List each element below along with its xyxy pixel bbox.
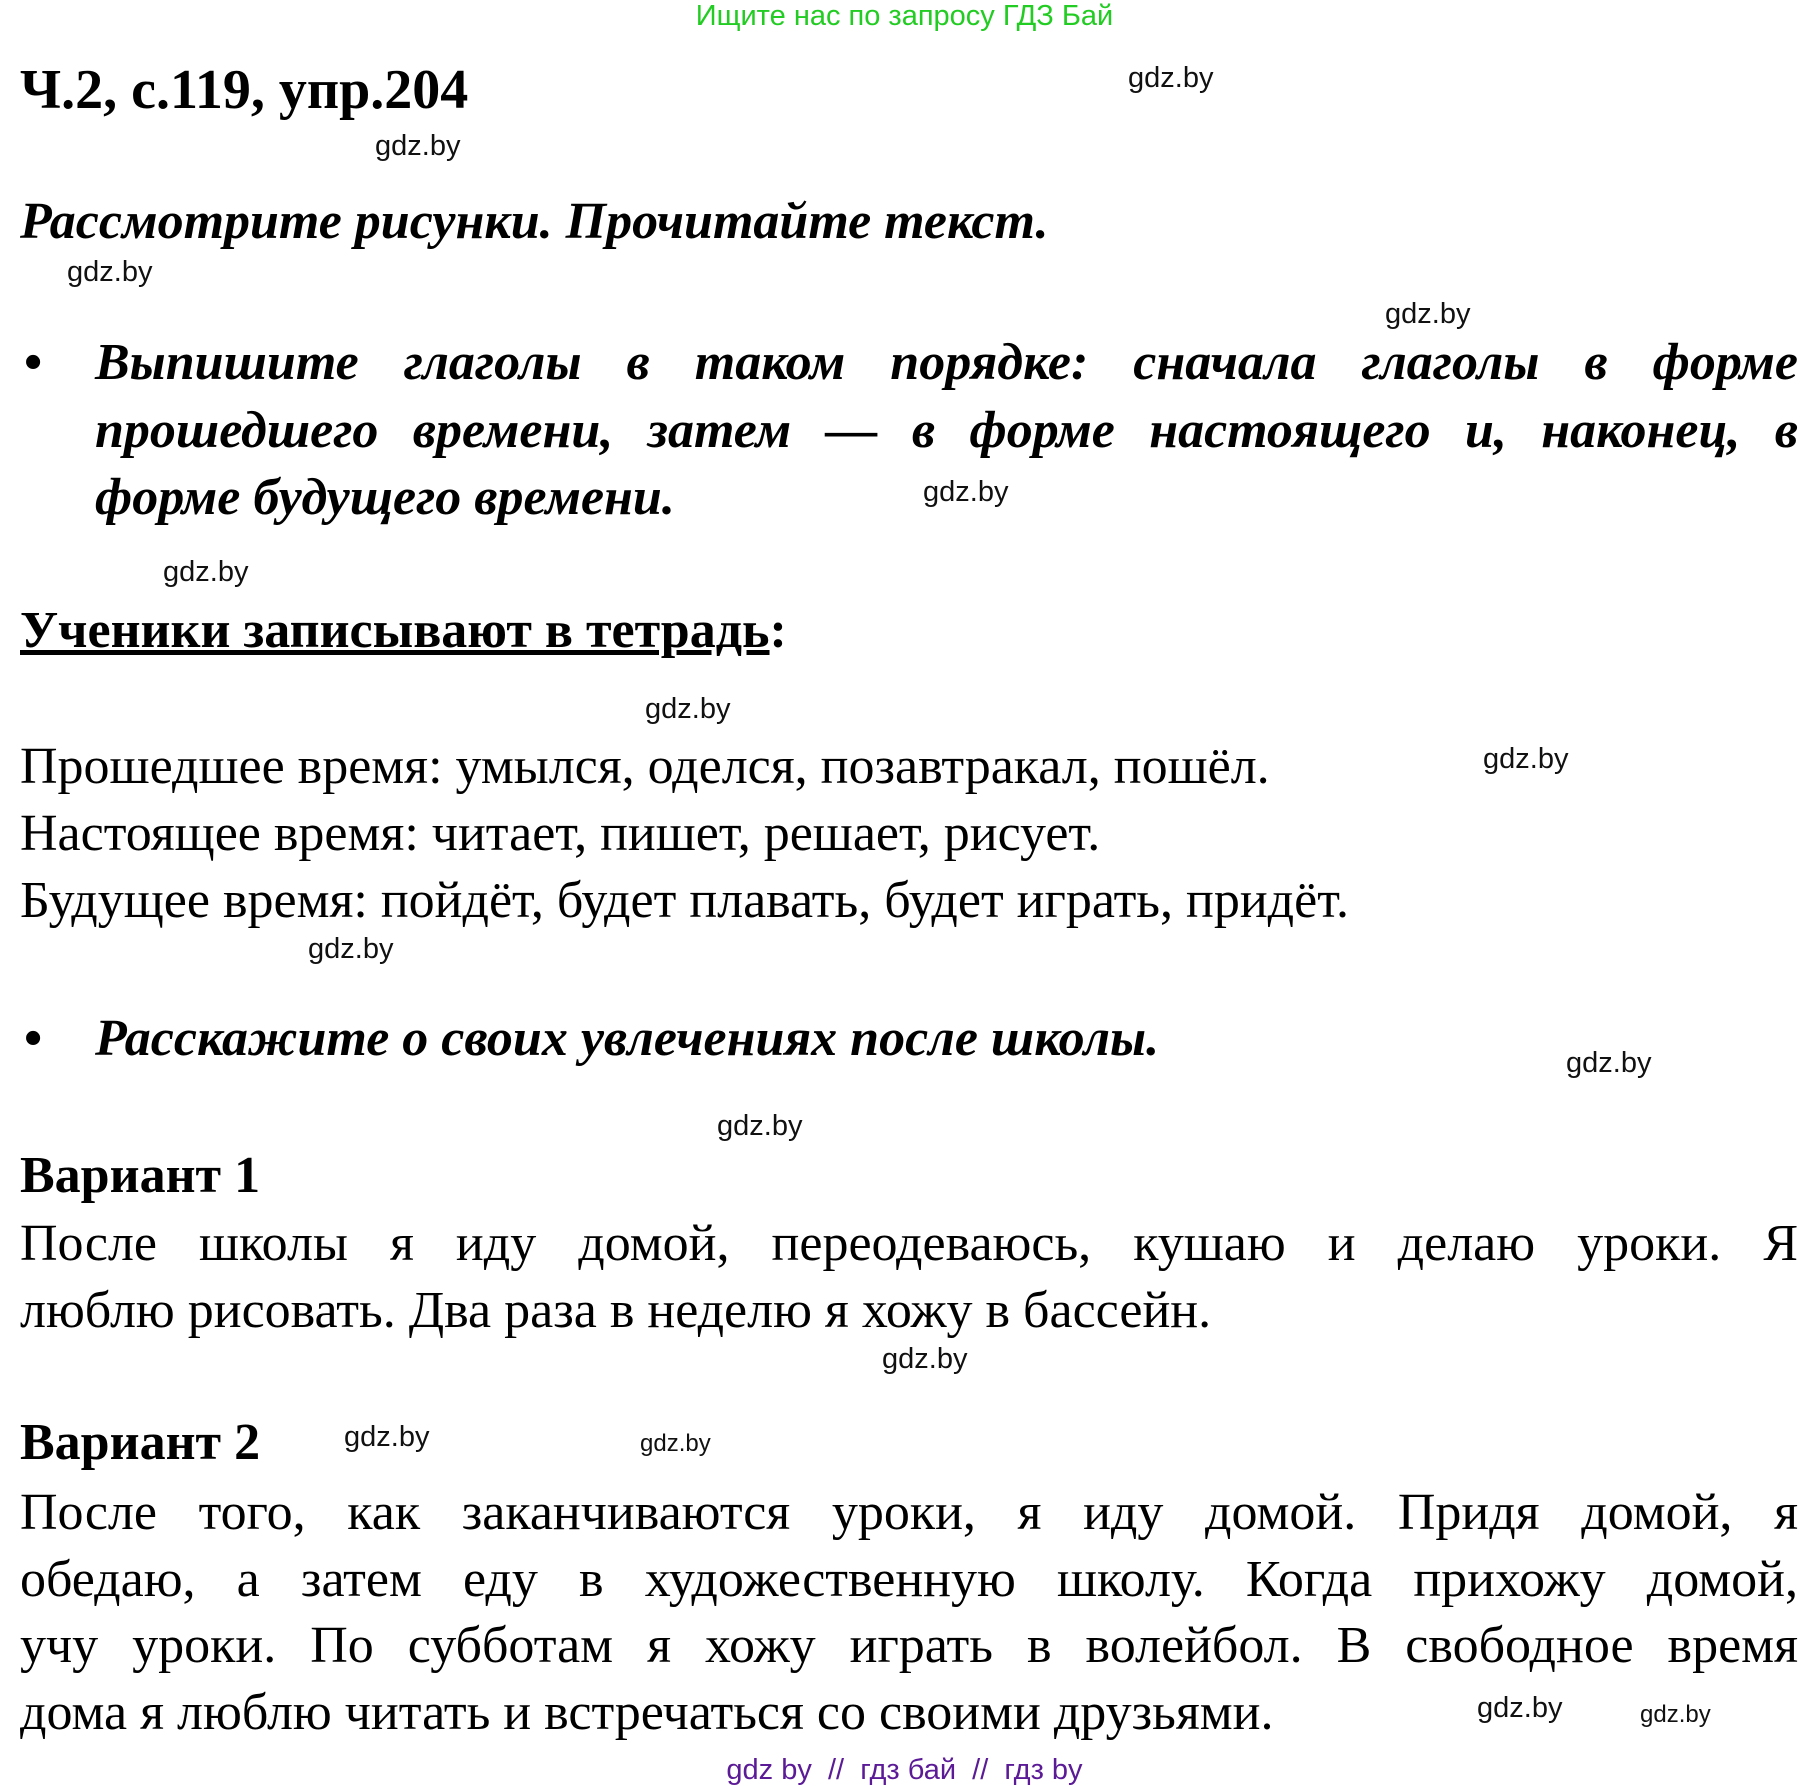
- students-heading-colon: :: [769, 602, 787, 659]
- task-line: Выпишите глаголы в таком порядке: сначала глаголы в форме: [95, 334, 1798, 391]
- watermark: gdz.by: [375, 130, 461, 162]
- page-title: Ч.2, с.119, упр.204: [20, 59, 469, 121]
- watermark: gdz.by: [1483, 743, 1569, 775]
- watermark: gdz.by: [923, 476, 1009, 508]
- watermark: gdz.by: [1477, 1692, 1563, 1724]
- task-line: прошедшего времени, затем — в форме настоящего и, наконец, в: [95, 402, 1798, 459]
- bullet-icon: •: [24, 334, 43, 391]
- variant1-heading: Вариант 1: [20, 1147, 261, 1204]
- watermark: gdz.by: [1640, 1701, 1711, 1728]
- variant2-line: дома я люблю читать и встречаться со своими друзьями.: [20, 1684, 1274, 1741]
- watermark: gdz.by: [163, 556, 249, 588]
- watermark: gdz.by: [717, 1110, 803, 1142]
- footer-credits: gdz by // гдз бай // гдз by: [726, 1754, 1083, 1786]
- variant2-line: учу уроки. По субботам я хожу играть в волейбол. В свободное время: [20, 1617, 1798, 1674]
- bullet-icon: •: [24, 1010, 43, 1067]
- watermark: gdz.by: [344, 1421, 430, 1453]
- answer-present: Настоящее время: читает, пишет, решает, рисует.: [20, 805, 1101, 862]
- variant2-heading: Вариант 2: [20, 1414, 261, 1471]
- task-line: форме будущего времени.: [95, 469, 675, 526]
- task-instruction-2: Расскажите о своих увлечениях после школы.: [95, 1010, 1160, 1067]
- students-heading-text: Ученики записывают в тетрадь: [20, 602, 770, 659]
- variant1-line: После школы я иду домой, переодеваюсь, кушаю и делаю уроки. Я: [20, 1215, 1798, 1272]
- search-hint: Ищите нас по запросу ГДЗ Бай: [695, 0, 1114, 32]
- watermark: gdz.by: [882, 1343, 968, 1375]
- students-heading: [20, 602, 787, 659]
- watermark: gdz.by: [1128, 62, 1214, 94]
- watermark: gdz.by: [1566, 1047, 1652, 1079]
- watermark: gdz.by: [640, 1430, 711, 1457]
- task-instruction: Рассмотрите рисунки. Прочитайте текст.: [20, 193, 1049, 250]
- watermark: gdz.by: [67, 256, 153, 288]
- answer-past: Прошедшее время: умылся, оделся, позавтракал, пошёл.: [20, 738, 1270, 795]
- watermark: gdz.by: [645, 693, 731, 725]
- variant2-line: После того, как заканчиваются уроки, я иду домой. Придя домой, я: [20, 1484, 1798, 1541]
- watermark: gdz.by: [1385, 298, 1471, 330]
- watermark: gdz.by: [308, 933, 394, 965]
- answer-future: Будущее время: пойдёт, будет плавать, будет играть, придёт.: [20, 872, 1350, 929]
- variant1-line: люблю рисовать. Два раза в неделю я хожу в бассейн.: [20, 1282, 1212, 1339]
- variant2-line: обедаю, а затем еду в художественную школу. Когда прихожу домой,: [20, 1551, 1798, 1608]
